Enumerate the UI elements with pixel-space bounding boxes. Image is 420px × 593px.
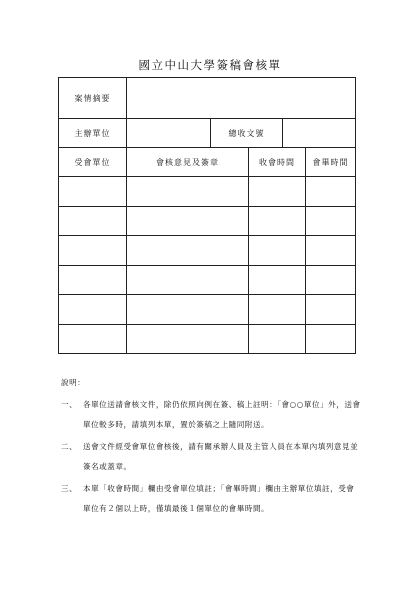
table-row — [59, 324, 356, 354]
note-item — [61, 479, 361, 519]
table-row — [59, 206, 356, 236]
note-item — [61, 395, 361, 435]
note-text: 本單「收會時間」欄由受會單位填註；「會畢時間」欄由主辦單位填註，受會單位有２個以上時，僅填最後１個單位的會畢時間。 — [83, 484, 355, 513]
opinion-signature-cell[interactable] — [127, 177, 249, 207]
received-time-cell[interactable] — [249, 295, 306, 325]
received-time-cell[interactable] — [249, 206, 306, 236]
completed-time-cell[interactable] — [306, 295, 356, 325]
receiving-unit-cell[interactable] — [59, 206, 127, 236]
note-item — [61, 437, 361, 477]
completed-time-cell[interactable] — [306, 206, 356, 236]
receiving-unit-cell[interactable] — [59, 265, 127, 295]
table-row — [59, 295, 356, 325]
column-header-receiving-unit: 受會單位 — [59, 148, 127, 177]
summary-row — [59, 78, 356, 119]
completed-time-cell[interactable] — [306, 177, 356, 207]
opinion-signature-cell[interactable] — [127, 236, 249, 266]
completed-time-cell[interactable] — [306, 265, 356, 295]
opinion-signature-cell[interactable] — [127, 324, 249, 354]
opinion-signature-cell[interactable] — [127, 295, 249, 325]
column-header-row — [59, 148, 356, 177]
completed-time-cell[interactable] — [306, 236, 356, 266]
column-header-opinion-signature: 會核意見及簽章 — [127, 148, 249, 177]
note-number: 三、 — [61, 484, 78, 493]
summary-field[interactable] — [127, 78, 356, 119]
received-time-cell[interactable] — [249, 236, 306, 266]
host-unit-field[interactable] — [127, 119, 211, 148]
host-unit-label: 主辦單位 — [59, 119, 127, 148]
doc-number-field[interactable] — [283, 119, 356, 148]
note-text: 送會文件經受會單位會核後，請有關承辦人員及主管人員在本單內填列意見並簽名或蓋章。 — [83, 442, 359, 471]
receiving-unit-cell[interactable] — [59, 324, 127, 354]
notes-section — [61, 373, 361, 521]
opinion-signature-cell[interactable] — [127, 265, 249, 295]
receiving-unit-cell[interactable] — [59, 295, 127, 325]
note-number: 二、 — [61, 442, 78, 451]
column-header-completed-time: 會畢時間 — [306, 148, 356, 177]
table-row — [59, 265, 356, 295]
receiving-unit-cell[interactable] — [59, 236, 127, 266]
received-time-cell[interactable] — [249, 324, 306, 354]
column-header-received-time: 收會時間 — [249, 148, 306, 177]
doc-number-label: 總收文號 — [211, 119, 283, 148]
completed-time-cell[interactable] — [306, 324, 356, 354]
notes-heading: 說明： — [61, 378, 86, 387]
table-row — [59, 236, 356, 266]
note-number: 一、 — [61, 400, 78, 409]
received-time-cell[interactable] — [249, 177, 306, 207]
form-title: 國立中山大學簽稿會核單 — [138, 58, 282, 72]
summary-label: 案情摘要 — [59, 78, 127, 119]
table-row — [59, 177, 356, 207]
review-form-table — [58, 77, 356, 354]
host-unit-row — [59, 119, 356, 148]
opinion-signature-cell[interactable] — [127, 206, 249, 236]
note-text: 各單位送請會核文件，除仍依照向例在簽、稿上註明：「會○○單位」外，送會單位較多時，請填列本單，置於簽稿之上隨同附送。 — [83, 400, 361, 429]
receiving-unit-cell[interactable] — [59, 177, 127, 207]
received-time-cell[interactable] — [249, 265, 306, 295]
